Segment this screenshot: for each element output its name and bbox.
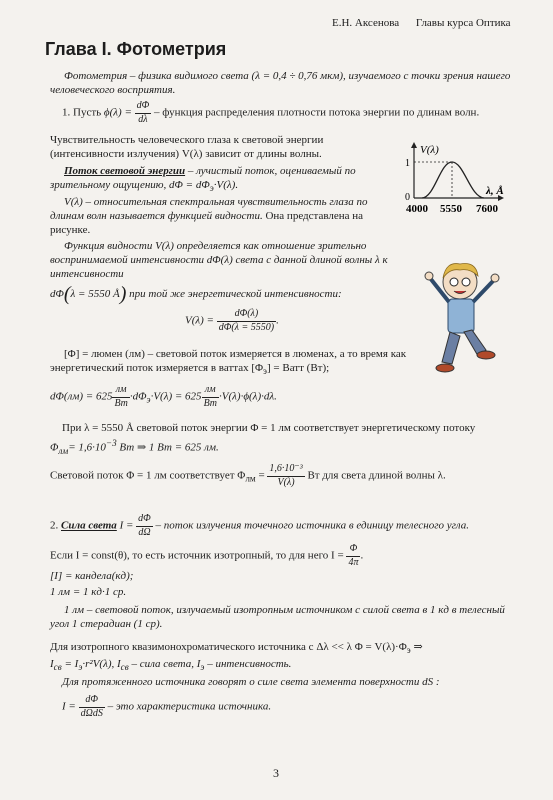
- intro-paragraph: Фотометрия – физика видимого света (λ = 0,4 ÷ 0,76 мкм), изучаемого с точки зрения нашего человеческого восприятия.: [50, 70, 511, 96]
- flux-tail: ·V(λ).: [213, 178, 239, 191]
- equation-lumen: dΦ(лм) = 625 $\frac{лм}{Вт}$ $\cdot d\Phi_э\cdot V(\lambda) = 625$ $\frac{лм}{Вт}$ ·V(λ)·ϕ(λ)·dλ.: [50, 384, 277, 409]
- extended-source-line: Для протяженного источника говорят о силе света элемента поверхности dS :: [62, 676, 440, 688]
- header-course: Главы курса Оптика: [415, 17, 511, 29]
- flux-text: – лучистый поток, оцениваемый по зрительному ощущению, dΦ = dΦ: [50, 165, 356, 191]
- ref-dphi: dΦ: [50, 288, 64, 301]
- graph-y1: 1: [405, 158, 410, 169]
- visibility-definition: V(λ) – относительная спектральная чувствительность глаза по длинам волн называется функцией видности.: [50, 196, 368, 222]
- graph-x-7600: 7600: [476, 203, 498, 215]
- graph-xlabel: λ, Å: [486, 185, 504, 197]
- running-header: [318, 17, 511, 31]
- isotropic-line: Если I = const(θ), то есть источник изотропный, то для него I = $\frac{\Phi}{4\pi}$ .: [50, 543, 364, 568]
- page-number: 3: [273, 766, 279, 780]
- units-line2: как энергетический поток измеряется в ваттах [Φ: [50, 348, 407, 374]
- function-paragraph: Функция видности V(λ) определяется как отношение зрительно воспринимаемой интенсивности dΦ(λ) света с данной длиной волны λ к интенсивности: [50, 240, 388, 280]
- graph-y-arrow: [411, 142, 417, 148]
- units-line1: [Φ] = люмен (лм) – световой поток измеряется в люменах, а то время: [64, 348, 388, 360]
- flux-heading: Поток световой энергии: [64, 165, 186, 177]
- section1-fraction: $\frac{d\Phi}{d\lambda}$: [136, 100, 150, 125]
- lumen-candela-relation: 1 лм = 1 кд·1 ср.: [50, 586, 127, 598]
- section2-heading: Сила света: [61, 519, 117, 532]
- equivalence-line2: $\Phi_{лм}= 1,6\cdot 10^{-3}$ Вт ⇒ 1 Вт = 625 лм.: [50, 438, 219, 456]
- visibility-paragraph: [50, 196, 395, 237]
- function-reference: dΦ(λ = 5550 Å) при той же энергетической интенсивности:: [50, 283, 342, 305]
- section1-text: – функция распределения плотности потока энергии по длинам волн.: [154, 106, 480, 119]
- visibility-graph: [400, 140, 535, 215]
- luminous-flux-line: Световой поток Φ = 1 лм соответствует $\Phi_{лм}$ = $\frac{\text{1,6·10⁻³}}{V(\lambda)}$ Вт для света длиной волны λ.: [50, 463, 446, 488]
- graph-x-4000: 4000: [406, 203, 428, 215]
- quasi-line2: $I_{св} = I_э\cdot r^2V(\lambda)$, $I_{св}$ – сила света, $I_э$ – интенсивность.: [50, 658, 292, 673]
- equation-surface-intensity: I = $\frac{d\Phi}{\text{dΩdS}}$ – это характеристика источника.: [62, 694, 272, 719]
- units-paragraph: [Φ] = люмен (лм) – световой поток измеряется в люменах, а то время как энергетический поток измеряется в ваттах $[\Phi_э]$ = Ватт (Вт);: [50, 348, 407, 376]
- header-author: Е.Н. Аксенова: [332, 17, 400, 29]
- units-line2b: ] = Ватт (Вт);: [266, 361, 330, 374]
- quasi-line1: Для изотропного квазимонохроматического источника с Δλ << λ $\Phi = V(\lambda)\cdot\Phi_э$ ⇒: [50, 641, 423, 656]
- lumen-definition: 1 лм – световой поток, излучаемый изотропным источником с силой света в 1 кд в телесный угол 1 стерадиан (1 ср).: [50, 604, 505, 630]
- chapter-title: Глава I. Фотометрия: [45, 39, 227, 59]
- candela-unit: [I] = кандела(кд);: [50, 570, 134, 582]
- equation-visibility: V(λ) = $\frac{d\Phi(\lambda)}{d\Phi(\lambda = 5550)}$ .: [185, 308, 279, 333]
- flux-paragraph: Поток световой энергии – лучистый поток, оцениваемый по зрительному ощущению, $d\Phi = d\Phi_э\cdot V(\lambda)$.: [50, 165, 356, 193]
- graph-ylabel: V(λ): [420, 144, 439, 156]
- section2-definition: 2. Сила света I = $\frac{d\Phi}{d\Omega}$ – поток излучения точечного источника в единицу телесного угла.: [50, 513, 469, 538]
- section1-definition: [62, 100, 479, 126]
- section1-lead: 1. Пусть: [62, 106, 102, 119]
- eqV-lhs: V(λ) =: [185, 314, 214, 327]
- ref-text: при той же энергетической интенсивности:: [129, 288, 342, 301]
- sensitivity-paragraph: Чувствительность человеческого глаза к световой энергии (интенсивности излучения) V(λ) зависит от длины волны.: [50, 134, 324, 160]
- section1-lhs: ϕ(λ) =: [103, 106, 132, 119]
- visibility-curve: [422, 162, 484, 198]
- graph-y0: 0: [405, 192, 410, 203]
- graph-x-5550: 5550: [440, 203, 462, 215]
- eqV-fraction: $\frac{d\Phi(\lambda)}{d\Phi(\lambda = 5550)}$: [218, 308, 275, 333]
- visibility-note: Она представлена на рисунке.: [50, 209, 364, 236]
- ref-lambda: λ = 5550 Å: [70, 288, 120, 301]
- equivalence-line1: При λ = 5550 Å световой поток энергии Φ = 1 лм соответствует энергетическому потоку: [62, 422, 476, 434]
